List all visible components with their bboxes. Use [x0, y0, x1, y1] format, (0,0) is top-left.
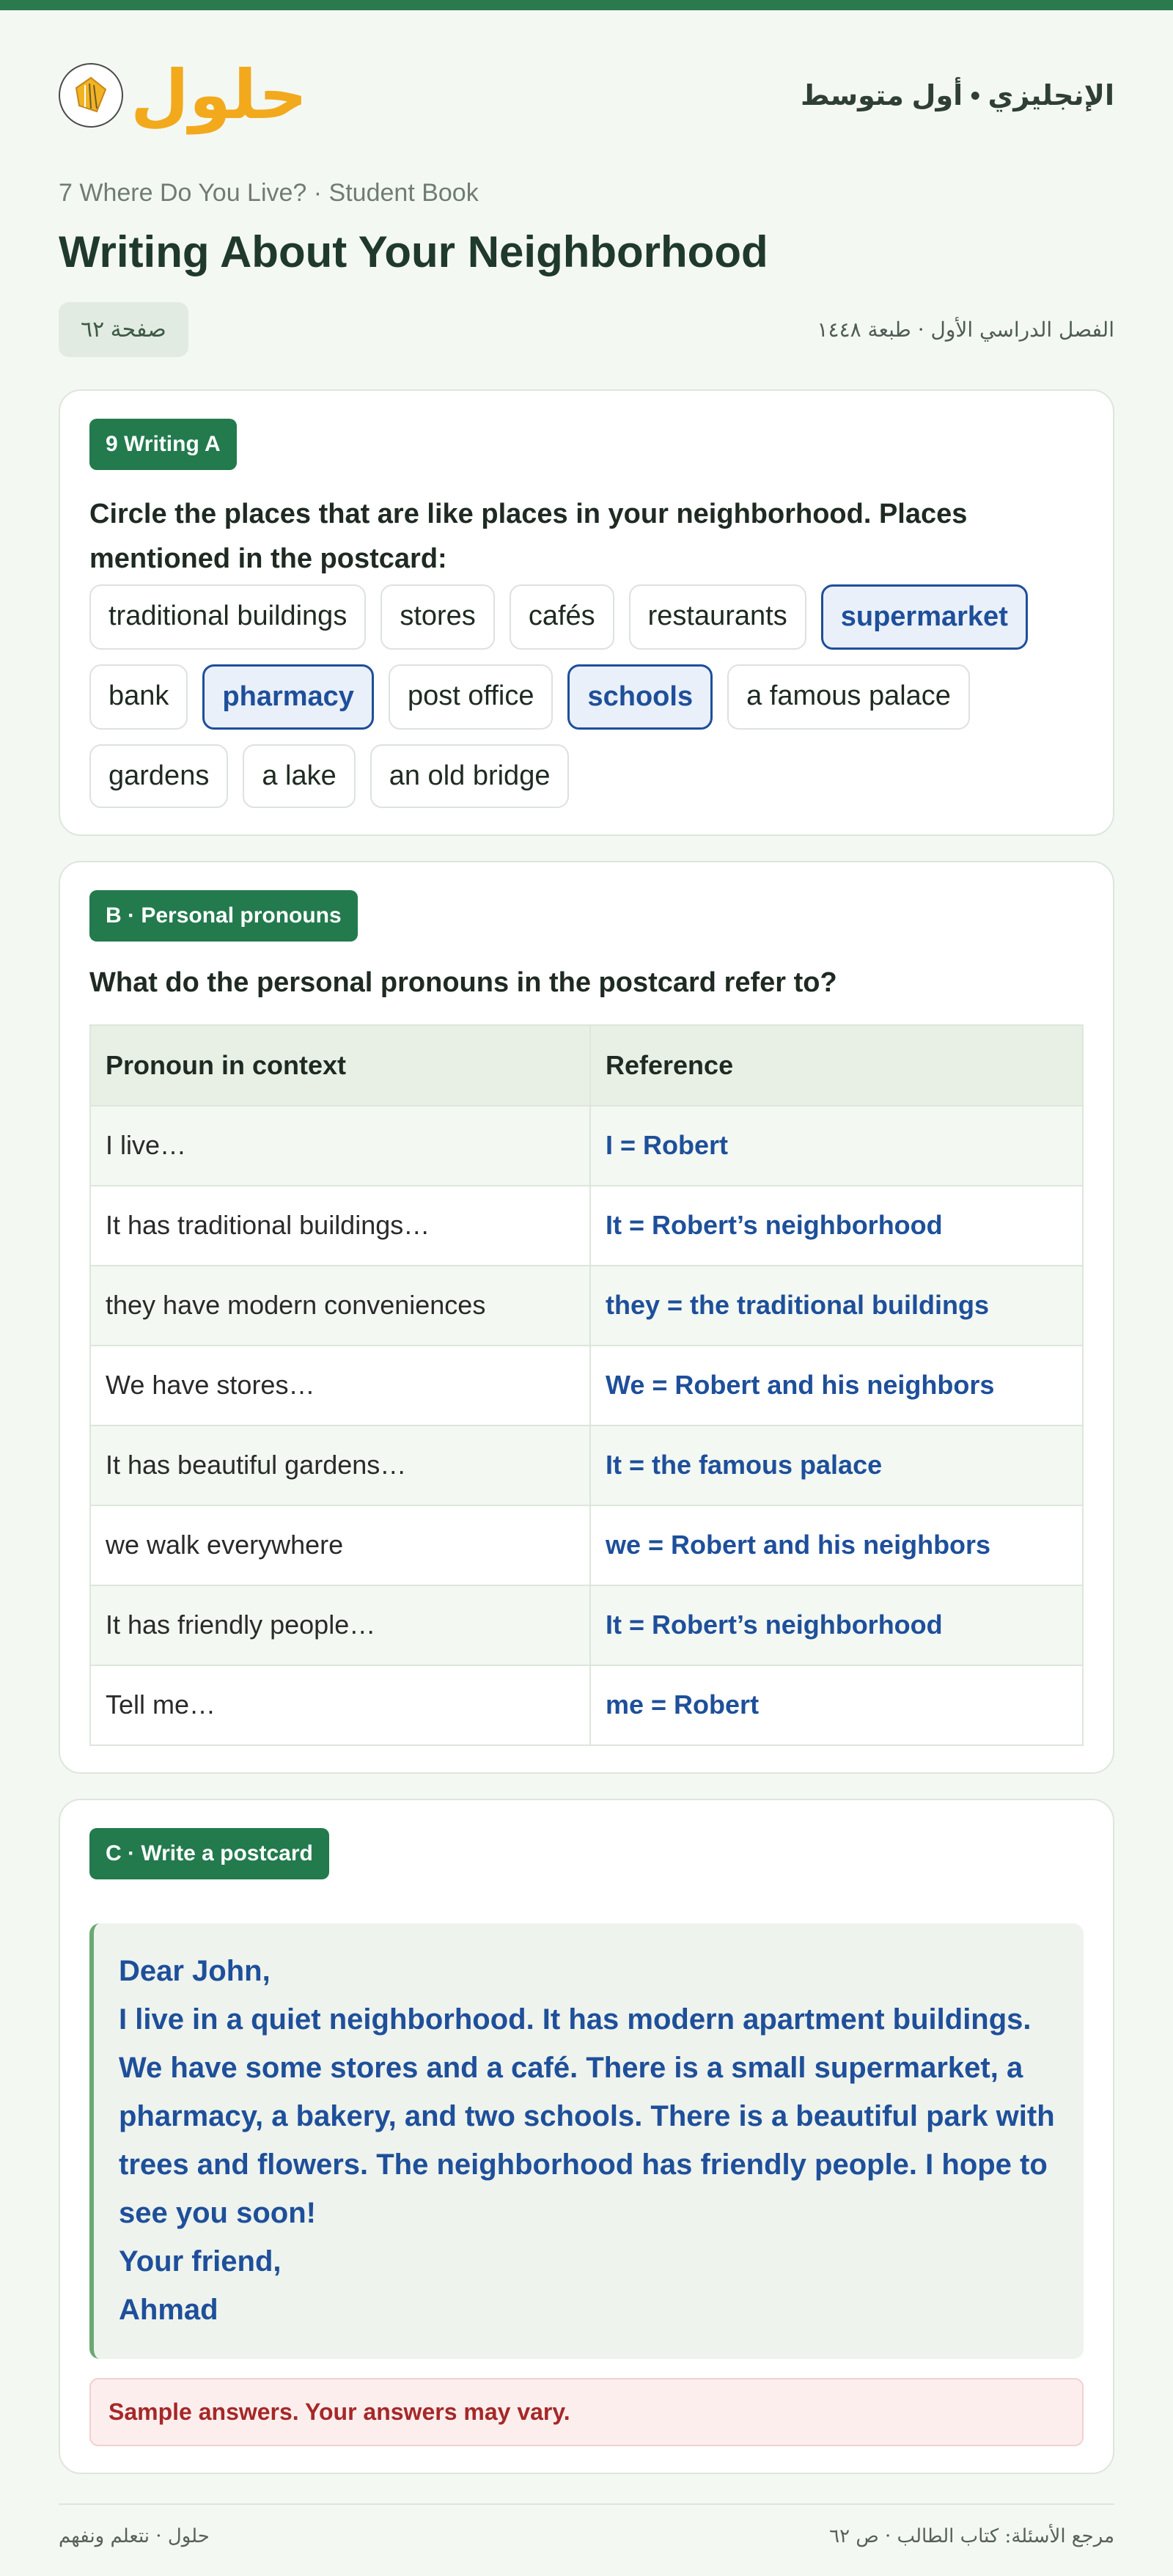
place-chip[interactable]: restaurants: [629, 584, 806, 650]
pronoun-reference-cell: they = the traditional buildings: [590, 1266, 1083, 1346]
place-chip-circled[interactable]: pharmacy: [202, 664, 374, 730]
place-chip[interactable]: traditional buildings: [89, 584, 366, 650]
postcard: [89, 1923, 1084, 2359]
pronoun-context-cell: Tell me…: [90, 1665, 590, 1745]
table-row: [90, 1665, 1083, 1745]
postcard-greeting: Dear John,: [119, 1954, 271, 1987]
table-row: [90, 1505, 1083, 1585]
pronoun-reference-cell: It = Robert’s neighborhood: [590, 1585, 1083, 1665]
place-chip[interactable]: cafés: [510, 584, 614, 650]
logo[interactable]: [59, 56, 308, 134]
meta-row: [59, 302, 1114, 357]
place-chip-circled[interactable]: supermarket: [821, 584, 1028, 650]
place-chip[interactable]: a lake: [243, 744, 355, 808]
postcard-signature: Ahmad: [119, 2293, 218, 2326]
page-footer: [59, 2503, 1114, 2547]
pronoun-context-cell: we walk everywhere: [90, 1505, 590, 1585]
table-row: [90, 1585, 1083, 1665]
pronoun-reference-cell: we = Robert and his neighbors: [590, 1505, 1083, 1585]
pronoun-reference-cell: me = Robert: [590, 1665, 1083, 1745]
section-c-tag: C · Write a postcard: [89, 1828, 329, 1879]
top-accent-bar: [0, 0, 1173, 10]
logo-wordmark: حلول: [130, 56, 308, 134]
table-row: [90, 1346, 1083, 1425]
pronoun-reference-cell: I = Robert: [590, 1106, 1083, 1186]
table-row: [90, 1106, 1083, 1186]
place-chip[interactable]: bank: [89, 664, 188, 730]
place-chip-circled[interactable]: schools: [567, 664, 713, 730]
pronoun-context-cell: We have stores…: [90, 1346, 590, 1425]
place-chip[interactable]: a famous palace: [727, 664, 970, 730]
section-a-tag: 9 Writing A: [89, 419, 237, 470]
subject-label: الإنجليزي • أول متوسط: [801, 80, 1114, 111]
footer-brand: حلول · نتعلم ونفهم: [59, 2525, 210, 2547]
postcard-closing: Your friend,: [119, 2245, 282, 2278]
section-c-card: [59, 1799, 1114, 2474]
postcard-body: I live in a quiet neighborhood. It has modern apartment buildings. We have some stores and a café. There is a small supermarket, a pharmacy, a bakery, and two schools. There is a beautiful park with trees and flowers. The neighborhood has friendly people. I hope to see you soon!: [119, 2003, 1055, 2229]
section-b-tag: B · Personal pronouns: [89, 890, 358, 942]
breadcrumb: 7 Where Do You Live? · Student Book: [59, 179, 479, 207]
place-chip[interactable]: an old bridge: [370, 744, 570, 808]
section-a-card: [59, 389, 1114, 836]
column-header-context: Pronoun in context: [90, 1025, 590, 1106]
pronoun-context-cell: It has traditional buildings…: [90, 1186, 590, 1266]
pronoun-reference-cell: It = Robert’s neighborhood: [590, 1186, 1083, 1266]
table-row: [90, 1425, 1083, 1505]
edition-label: الفصل الدراسي الأول · طبعة ١٤٤٨: [817, 318, 1114, 342]
place-chip[interactable]: post office: [389, 664, 554, 730]
pronoun-context-cell: I live…: [90, 1106, 590, 1186]
pronoun-reference-cell: We = Robert and his neighbors: [590, 1346, 1083, 1425]
pronoun-table: [89, 1024, 1084, 1746]
place-chip[interactable]: gardens: [89, 744, 228, 808]
pronoun-context-cell: It has friendly people…: [90, 1585, 590, 1665]
book-icon: [59, 63, 123, 128]
table-row: [90, 1186, 1083, 1266]
page-title: Writing About Your Neighborhood: [59, 227, 768, 276]
section-b-question: What do the personal pronouns in the postcard refer to?: [89, 966, 837, 998]
footer-reference: مرجع الأسئلة: كتاب الطالب · ص ٦٢: [829, 2525, 1114, 2547]
pronoun-reference-cell: It = the famous palace: [590, 1425, 1083, 1505]
place-chip[interactable]: stores: [380, 584, 494, 650]
pronoun-context-cell: It has beautiful gardens…: [90, 1425, 590, 1505]
places-list: [89, 584, 1084, 808]
section-b-card: [59, 861, 1114, 1774]
sample-answer-note: Sample answers. Your answers may vary.: [89, 2378, 1084, 2446]
column-header-reference: Reference: [590, 1025, 1083, 1106]
page-header: [59, 10, 1114, 180]
table-header-row: [90, 1025, 1083, 1106]
section-a-question: Circle the places that are like places in your neighborhood. Places mentioned in the postcard:: [89, 499, 968, 574]
pronoun-context-cell: they have modern conveniences: [90, 1266, 590, 1346]
page-number-badge: صفحة ٦٢: [59, 302, 188, 357]
table-row: [90, 1266, 1083, 1346]
